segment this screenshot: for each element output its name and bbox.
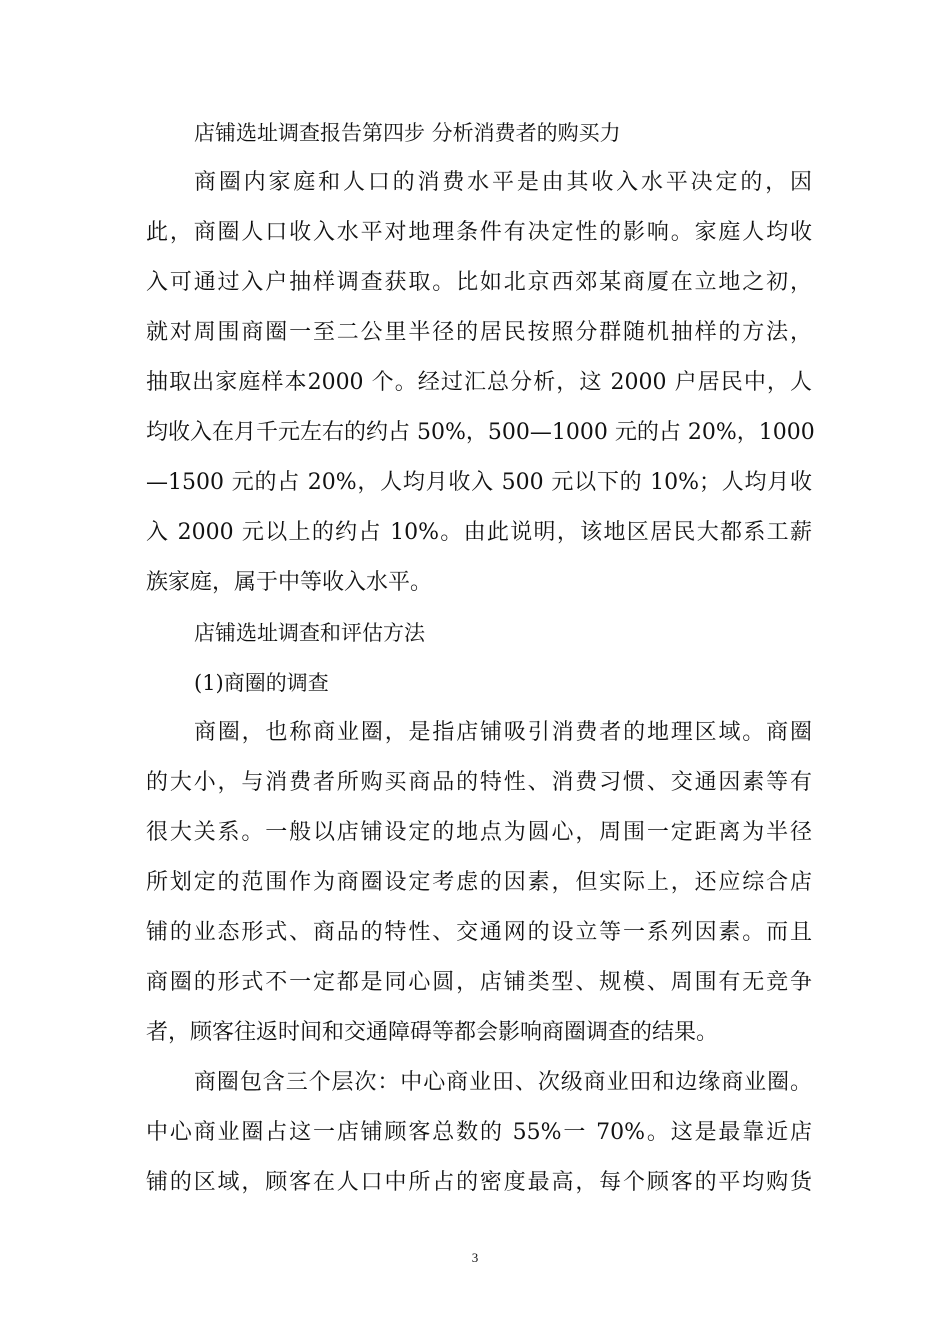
text-line: 入可通过入户抽样调查获取。比如北京西郊某商厦在立地之初， bbox=[146, 270, 812, 295]
text-line: 商圈，也称商业圈，是指店铺吸引消费者的地理区域。商圈 bbox=[194, 720, 812, 745]
text-line: 抽取出家庭样本2000 个。经过汇总分析，这 2000 户居民中，人 bbox=[146, 370, 812, 395]
paragraph-purchasing-power bbox=[146, 158, 815, 608]
text-line: 铺的业态形式、商品的特性、交通网的设立等一系列因素。而且 bbox=[146, 920, 812, 945]
text-line: 此，商圈人口收入水平对地理条件有决定性的影响。家庭人均收 bbox=[146, 220, 812, 245]
text-line: 入 2000 元以上的约占 10%。由此说明，该地区居民大都系工薪 bbox=[146, 520, 812, 545]
paragraph-trade-area-definition bbox=[146, 708, 812, 1058]
section-title: 店铺选址调查报告第四步 分析消费者的购买力 bbox=[194, 121, 621, 145]
page-content bbox=[146, 108, 815, 1208]
text-line: 商圈内家庭和人口的消费水平是由其收入水平决定的，因 bbox=[194, 170, 812, 195]
subsection-title: 店铺选址调查和评估方法 bbox=[194, 621, 425, 645]
text-line: —1500 元的占 20%，人均月收入 500 元以下的 10%；人均月收 bbox=[146, 470, 812, 495]
text-line: 商圈包含三个层次：中心商业田、次级商业田和边缘商业圈。 bbox=[194, 1070, 812, 1095]
text-line: 者，顾客往返时间和交通障碍等都会影响商圈调查的结果。 bbox=[146, 1020, 719, 1045]
text-line: 中心商业圈占这一店铺顾客总数的 55%一 70%。这是最靠近店 bbox=[146, 1120, 812, 1145]
text-line: 所划定的范围作为商圈设定考虑的因素，但实际上，还应综合店 bbox=[146, 870, 812, 895]
text-line: 商圈的形式不一定都是同心圆，店铺类型、规模、周围有无竞争 bbox=[146, 970, 812, 995]
text-line: 的大小，与消费者所购买商品的特性、消费习惯、交通因素等有 bbox=[146, 770, 812, 795]
text-line: 就对周围商圈一至二公里半径的居民按照分群随机抽样的方法， bbox=[146, 320, 812, 345]
text-line: 族家庭，属于中等收入水平。 bbox=[146, 570, 433, 595]
subsection-item-title: (1)商圈的调查 bbox=[194, 671, 329, 695]
text-line: 均收入在月千元左右的约占 50%，500—1000 元的占 20%，1000 bbox=[146, 420, 815, 445]
text-line: 很大关系。一般以店铺设定的地点为圆心，周围一定距离为半径 bbox=[146, 820, 812, 845]
page-number: 3 bbox=[471, 1250, 479, 1265]
text-line: 铺的区域，顾客在人口中所占的密度最高，每个顾客的平均购货 bbox=[146, 1170, 812, 1195]
paragraph-trade-area-levels bbox=[146, 1058, 812, 1208]
